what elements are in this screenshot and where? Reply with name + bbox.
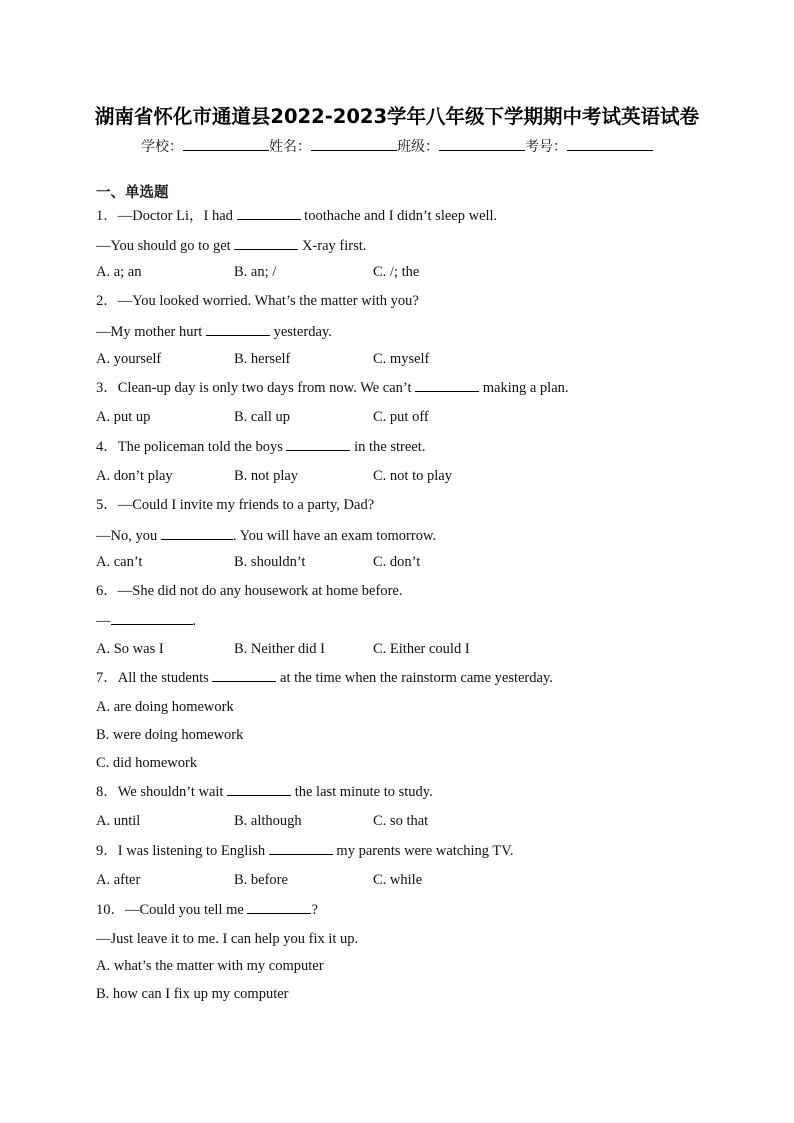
- question-10-line-2: —Just leave it to me. I can help you fix it up.: [96, 931, 359, 947]
- school-label: 学校：: [141, 139, 183, 155]
- answer-blank[interactable]: [286, 437, 350, 451]
- question-text: in the street.: [354, 439, 426, 455]
- option-c[interactable]: C. don’t: [373, 554, 421, 570]
- number-blank[interactable]: [567, 138, 653, 151]
- answer-blank[interactable]: [111, 611, 193, 625]
- name-blank[interactable]: [311, 138, 397, 151]
- question-text: 9．I was listening to English: [96, 843, 266, 859]
- answer-blank[interactable]: [206, 322, 270, 336]
- class-blank[interactable]: [439, 138, 525, 151]
- question-text: toothache and I didn’t sleep well.: [304, 208, 498, 224]
- answer-blank[interactable]: [247, 900, 311, 914]
- option-a[interactable]: A. yourself: [96, 351, 162, 367]
- student-info-line: [0, 136, 794, 156]
- question-text: at the time when the rainstorm came yesterday.: [280, 670, 553, 686]
- option-a[interactable]: A. until: [96, 813, 141, 829]
- question-5-line-2: [96, 526, 436, 545]
- option-b[interactable]: B. were doing homework: [96, 727, 244, 743]
- question-text: 3．Clean-up day is only two days from now. We can’t: [96, 380, 412, 396]
- question-text: —: [96, 613, 111, 629]
- question-text: my parents were watching TV.: [336, 843, 514, 859]
- option-b[interactable]: B. not play: [234, 468, 299, 484]
- answer-blank[interactable]: [269, 841, 333, 855]
- question-text: 8．We shouldn’t wait: [96, 784, 224, 800]
- question-text: 7．All the students: [96, 670, 209, 686]
- question-1-line-1: [96, 206, 497, 225]
- question-text: . You will have an exam tomorrow.: [232, 528, 437, 544]
- answer-blank[interactable]: [237, 206, 301, 220]
- option-c[interactable]: C. put off: [373, 409, 429, 425]
- question-6-line-1: 6．—She did not do any housework at home before.: [96, 583, 403, 599]
- option-a[interactable]: A. a; an: [96, 264, 142, 280]
- question-text: 1．—Doctor Li，I had: [96, 208, 233, 224]
- option-b[interactable]: B. Neither did I: [234, 641, 326, 657]
- answer-blank[interactable]: [212, 668, 276, 682]
- question-1-line-2: [96, 236, 366, 255]
- option-a[interactable]: A. don’t play: [96, 468, 173, 484]
- section-heading: 一、单选题: [96, 185, 169, 201]
- option-c[interactable]: C. /; the: [373, 264, 420, 280]
- option-b[interactable]: B. before: [234, 872, 288, 888]
- school-blank[interactable]: [183, 138, 269, 151]
- question-4-line-1: [96, 437, 425, 456]
- question-text: X-ray first.: [301, 238, 367, 254]
- number-label: 考号：: [525, 139, 567, 155]
- option-c[interactable]: C. myself: [373, 351, 430, 367]
- option-c[interactable]: C. Either could I: [373, 641, 470, 657]
- option-a[interactable]: A. So was I: [96, 641, 164, 657]
- option-a[interactable]: A. are doing homework: [96, 699, 234, 715]
- page-title: 湖南省怀化市通道县2022-2023学年八年级下学期期中考试英语试卷: [94, 105, 700, 128]
- option-c[interactable]: C. not to play: [373, 468, 452, 484]
- question-text: the last minute to study.: [294, 784, 433, 800]
- question-text: ?: [311, 902, 318, 918]
- question-7-line-1: [96, 668, 553, 687]
- question-text: 4．The policeman told the boys: [96, 439, 283, 455]
- question-10-line-1: [96, 900, 318, 919]
- question-6-line-2: [96, 611, 196, 630]
- option-a[interactable]: A. put up: [96, 409, 151, 425]
- option-c[interactable]: C. did homework: [96, 755, 198, 771]
- answer-blank[interactable]: [161, 526, 233, 540]
- option-c[interactable]: C. so that: [373, 813, 429, 829]
- question-text: yesterday.: [273, 324, 332, 340]
- option-b[interactable]: B. herself: [234, 351, 291, 367]
- question-2-line-1: 2．—You looked worried. What’s the matter with you?: [96, 293, 419, 309]
- question-5-line-1: 5．—Could I invite my friends to a party, Dad?: [96, 497, 375, 513]
- answer-blank[interactable]: [234, 236, 298, 250]
- option-a[interactable]: A. after: [96, 872, 141, 888]
- option-a[interactable]: A. can’t: [96, 554, 143, 570]
- question-text: making a plan.: [482, 380, 569, 396]
- option-c[interactable]: C. while: [373, 872, 423, 888]
- question-text: —No, you: [96, 528, 158, 544]
- class-label: 班级：: [397, 139, 439, 155]
- option-b[interactable]: B. call up: [234, 409, 290, 425]
- question-8-line-1: [96, 782, 433, 801]
- name-label: 姓名：: [269, 139, 311, 155]
- question-9-line-1: [96, 841, 513, 860]
- option-a[interactable]: A. what’s the matter with my computer: [96, 958, 324, 974]
- question-text: —You should go to get: [96, 238, 231, 254]
- answer-blank[interactable]: [227, 782, 291, 796]
- question-text: .: [192, 613, 197, 629]
- option-b[interactable]: B. shouldn’t: [234, 554, 306, 570]
- question-3-line-1: [96, 378, 569, 397]
- option-b[interactable]: B. how can I fix up my computer: [96, 986, 289, 1002]
- option-b[interactable]: B. an; /: [234, 264, 277, 280]
- question-2-line-2: [96, 322, 332, 341]
- question-text: —My mother hurt: [96, 324, 203, 340]
- question-text: 10．—Could you tell me: [96, 902, 244, 918]
- answer-blank[interactable]: [415, 378, 479, 392]
- option-b[interactable]: B. although: [234, 813, 302, 829]
